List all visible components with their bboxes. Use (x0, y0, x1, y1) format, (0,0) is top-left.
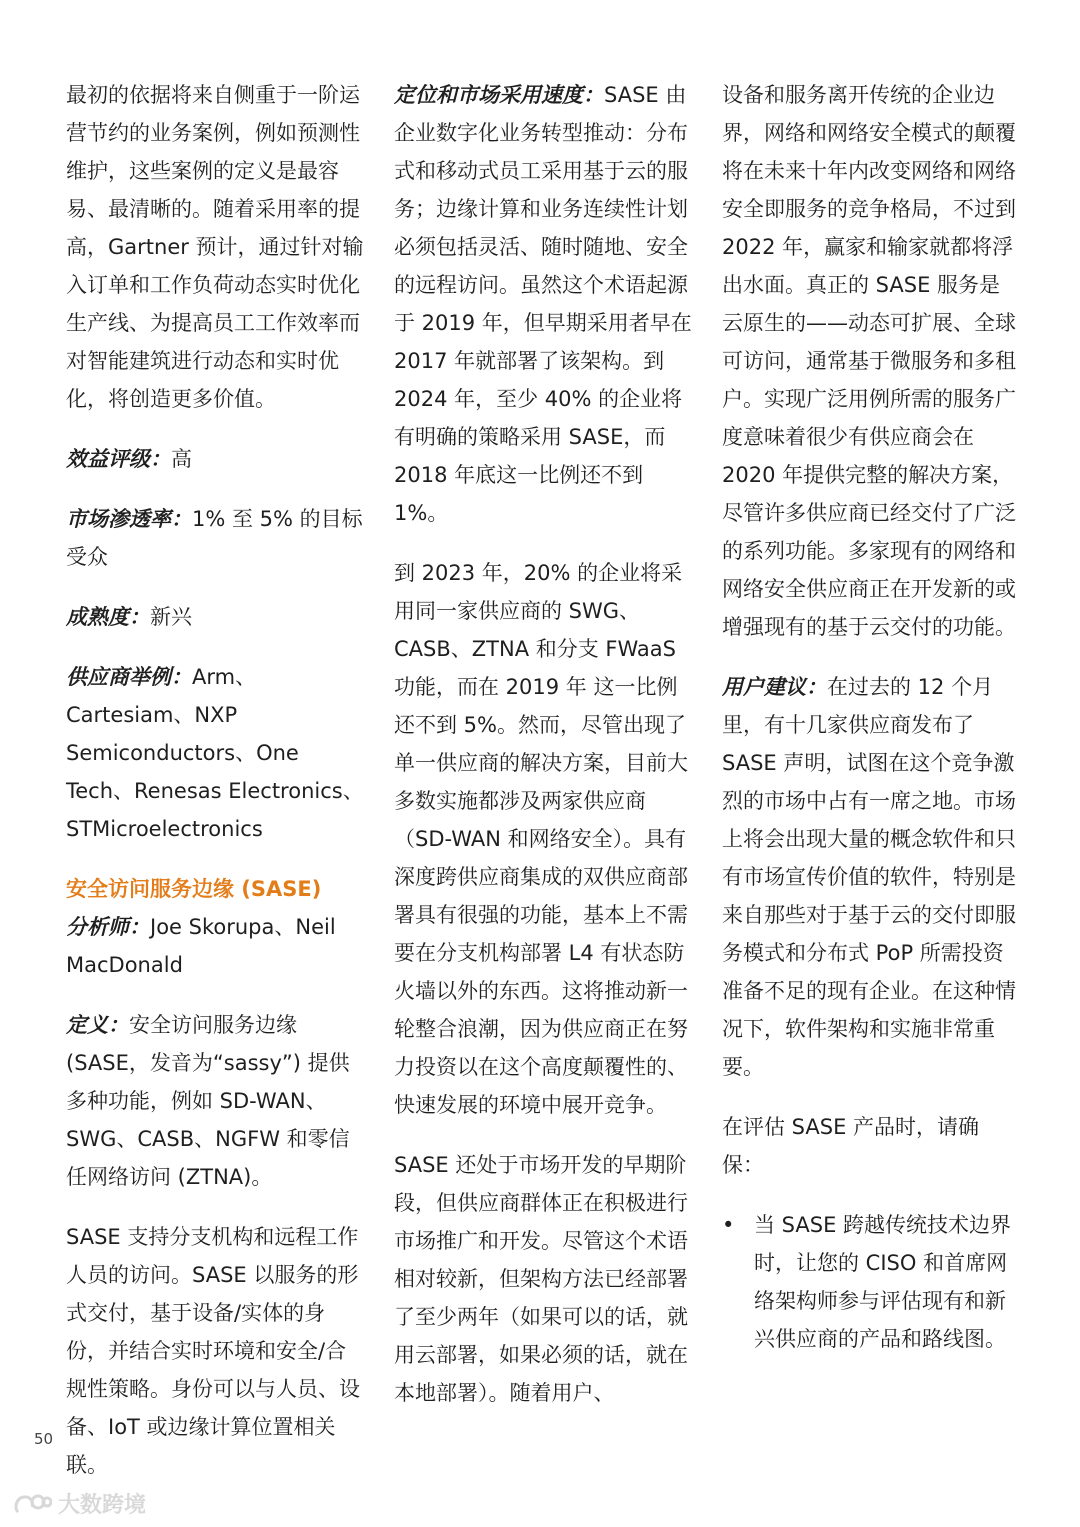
paragraph (394, 1146, 692, 1412)
column-1 (66, 76, 364, 1506)
paragraph (66, 1218, 364, 1484)
paragraph (722, 1108, 1020, 1184)
definition (66, 1006, 364, 1196)
page-number: 50 (34, 1430, 54, 1448)
analyst-value: Joe Skorupa、Neil MacDonald (66, 915, 336, 977)
position-adoption (394, 76, 692, 532)
column-2 (394, 76, 692, 1434)
paragraph-text: 最初的依据将来自侧重于一阶运营节约的业务案例，例如预测性维护，这些案例的定义是最容易、最清晰的。随着采用率的提高，Gartner 预计，通过针对输入订单和工作负荷动态实时优化生产线、为提高员工工作效率而对智能建筑进行动态和实时优化，将创造更多价值。 (66, 83, 364, 411)
bullet-icon: • (722, 1213, 735, 1237)
paragraph-text: SASE 支持分支机构和远程工作人员的访问。SASE 以服务的形式交付，基于设备/实体的身份，并结合实时环境和安全/合规性策略。身份可以与人员、设备、IoT 或边缘计算位置相关联。 (66, 1225, 360, 1477)
user-advice (722, 668, 1020, 1086)
penetration-label: 市场渗透率： (66, 507, 192, 531)
watermark-text: 大数跨境 (58, 1493, 147, 1518)
column-3 (722, 76, 1020, 1358)
definition-label: 定义： (66, 1013, 129, 1037)
paragraph-text: SASE 还处于市场开发的早期阶段，但供应商群体正在积极进行市场推广和开发。尽管这个术语相对较新，但架构方法已经部署了至少两年（如果可以的话，就用云部署，如果必须的话，就在本地部署）。随着用户、 (394, 1153, 688, 1405)
vendors-label: 供应商举例： (66, 665, 192, 689)
list-item-text: 当 SASE 跨越传统技术边界时，让您的 CISO 和首席网络架构师参与评估现有和新兴供应商的产品和路线图。 (754, 1213, 1012, 1351)
penetration-value: 1% 至 5% 的目标受众 (66, 507, 363, 569)
benefit-label: 效益评级： (66, 447, 171, 471)
paragraph-text: 设备和服务离开传统的企业边界，网络和网络安全模式的颠覆将在未来十年内改变网络和网络安全即服务的竞争格局，不过到 2022 年，赢家和输家就都将浮出水面。真正的 SASE 服务是云原生的——动态可扩展、全球可访问，通常基于微服务和多租户。实现广泛用例所需的服务广度意味着很少有供应商会在 2020 年提供完整的解决方案，尽管许多供应商已经交付了广泛的系列功能。多家现有的网络和网络安全供应商正在开发新的或增强现有的基于云交付的功能。 (722, 83, 1016, 639)
maturity-label: 成熟度： (66, 605, 150, 629)
paragraph-text: 在评估 SASE 产品时，请确保： (722, 1115, 980, 1177)
list-item (722, 1206, 1020, 1358)
section-title: 安全访问服务边缘 (SASE) (66, 877, 322, 901)
analyst-label: 分析师： (66, 915, 150, 939)
advice-label: 用户建议： (722, 675, 827, 699)
definition-value: 安全访问服务边缘 (SASE，发音为“sassy”) 提供多种功能，例如 SD-WAN、SWG、CASB、NGFW 和零信任网络访问 (ZTNA)。 (66, 1013, 350, 1189)
paragraph-text: 到 2023 年，20% 的企业将采用同一家供应商的 SWG、CASB、ZTNA 和分支 FWaaS 功能，而在 2019 年 这一比例还不到 5%。然而，尽管出现了单一供应商的解决方案，目前大多数实施都涉及两家供应商（SD-WAN 和网络安全）。具有深度跨供应商集成的双供应商部署具有很强的功能，基本上不需要在分支机构部署 L4 有状态防火墙以外的东西。这将推动新一轮整合浪潮，因为供应商正在努力投资以在这个高度颠覆性的、快速发展的环境中展开竞争。 (394, 561, 688, 1117)
market-penetration (66, 500, 364, 576)
sample-vendors (66, 658, 364, 848)
advice-value: 在过去的 12 个月里，有十几家供应商发布了 SASE 声明，试图在这个竞争激烈的市场中占有一席之地。市场上将会出现大量的概念软件和只有市场宣传价值的软件，特别是来自那些对于基于云的交付即服务模式和分布式 PoP 所需投资准备不足的现有企业。在这种情况下，软件架构和实施非常重要。 (722, 675, 1016, 1079)
paragraph (66, 76, 364, 418)
position-label: 定位和市场采用速度： (394, 83, 604, 107)
watermark-logo-icon (12, 1492, 52, 1516)
benefit-value: 高 (171, 447, 192, 471)
benefit-rating (66, 440, 364, 478)
paragraph (394, 554, 692, 1124)
paragraph (722, 76, 1020, 646)
bullet-list (722, 1206, 1020, 1358)
maturity (66, 598, 364, 636)
watermark (12, 1488, 146, 1519)
maturity-value: 新兴 (150, 605, 192, 629)
position-value: SASE 由企业数字化业务转型推动：分布式和移动式员工采用基于云的服务；边缘计算和业务连续性计划必须包括灵活、随时随地、安全的远程访问。虽然这个术语起源于 2019 年，但早期采用者早在 2017 年就部署了该架构。到 2024 年，至少 40% 的企业将有明确的策略采用 SASE，而 2018 年底这一比例还不到 1%。 (394, 83, 692, 525)
analysts (66, 908, 364, 984)
vendors-value: Arm、Cartesiam、NXP Semiconductors、One Tech、Renesas Electronics、STMicroelectronics (66, 665, 364, 841)
